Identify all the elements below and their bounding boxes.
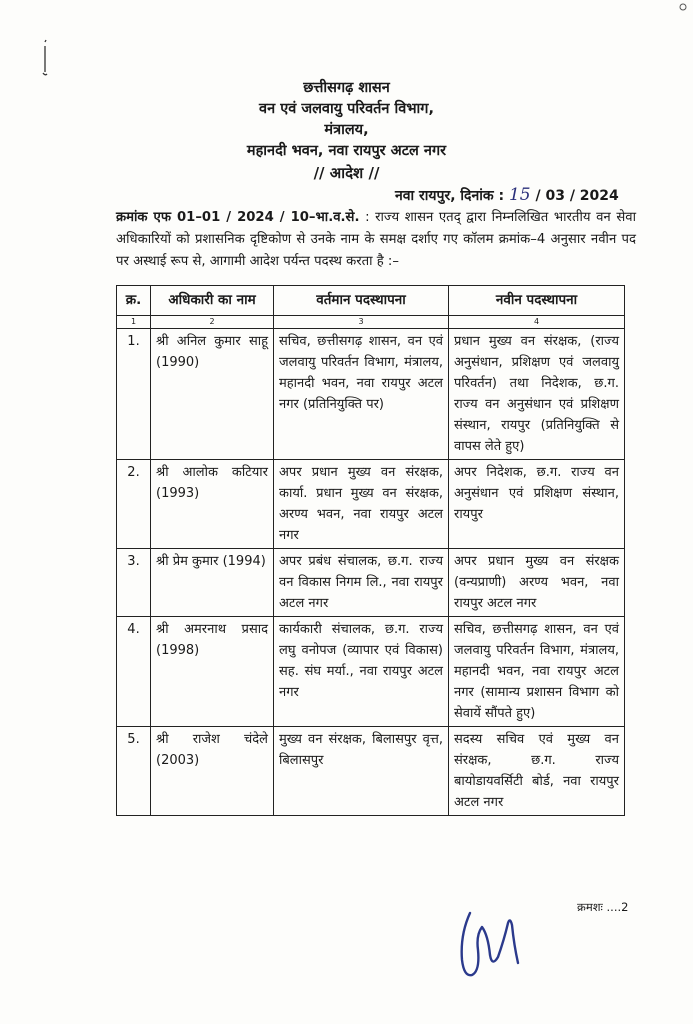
current-posting: सचिव, छत्तीसगढ़ शासन, वन एवं जलवायु परिवर्तन विभाग, मंत्रालय, महानदी भवन, नवा रायपुर अटल नगर (प्रतिनियुक्ति पर) [274, 329, 449, 460]
officer-name: श्री प्रेम कुमार (1994) [151, 549, 274, 617]
signature [452, 905, 532, 985]
row-serial: 5. [117, 727, 151, 816]
table-row [117, 329, 625, 460]
ministry-name: मंत्रालय, [324, 122, 369, 138]
officer-name: श्री अमरनाथ प्रसाद (1998) [151, 617, 274, 727]
date-day-handwritten: 15 [508, 185, 531, 205]
department-name: वन एवं जलवायु परिवर्तन विभाग, [259, 101, 434, 117]
row-serial: 3. [117, 549, 151, 617]
officer-name: श्री आलोक कटियार (1993) [151, 460, 274, 549]
table-row [117, 617, 625, 727]
table-header-row [117, 286, 625, 316]
corner-mark [676, 0, 690, 14]
col-number: 1 [117, 316, 151, 329]
date-suffix: / 03 / 2024 [535, 188, 619, 204]
date-line [395, 185, 619, 205]
current-posting: कार्यकारी संचालक, छ.ग. राज्य लघु वनोपज (व्यापार एवं विकास) सह. संघ मर्या., नवा रायपुर अटल नगर [274, 617, 449, 727]
table-row [117, 727, 625, 816]
new-posting: सचिव, छत्तीसगढ़ शासन, वन एवं जलवायु परिवर्तन विभाग, मंत्रालय, महानदी भवन, नवा रायपुर अटल नगर (सामान्य प्रशासन विभाग को सेवायें सौंपते हुए) [449, 617, 625, 727]
col-header-new: नवीन पदस्थापना [449, 286, 625, 316]
current-posting: मुख्य वन संरक्षक, बिलासपुर वृत्त, बिलासपुर [274, 727, 449, 816]
date-prefix: नवा रायपुर, दिनांक : [395, 188, 505, 204]
order-heading: // आदेश // [313, 164, 380, 182]
table-row [117, 549, 625, 617]
officer-name: श्री राजेश चंदेले (2003) [151, 727, 274, 816]
office-address: महानदी भवन, नवा रायपुर अटल नगर [246, 143, 447, 159]
order-body: : राज्य शासन एतद् द्वारा निम्नलिखित भारतीय वन सेवा अधिकारियों को प्रशासनिक दृष्टिकोण से उनके नाम के समक्ष दर्शाए गए कॉलम क्रमांक–4 अनुसार नवीन पद पर अस्थाई रूप से, आगामी आदेश पर्यन्त पदस्थ करता है :– [116, 210, 636, 269]
col-header-current: वर्तमान पदस्थापना [274, 286, 449, 316]
continued-note: क्रमशः ....2 [577, 900, 629, 914]
row-serial: 4. [117, 617, 151, 727]
order-paragraph [116, 207, 636, 273]
row-serial: 2. [117, 460, 151, 549]
col-number: 3 [274, 316, 449, 329]
posting-table [116, 285, 625, 816]
col-number: 4 [449, 316, 625, 329]
order-reference: क्रमांक एफ 01–01 / 2024 / 10–भा.व.से. [116, 210, 360, 225]
new-posting: अपर निदेशक, छ.ग. राज्य वन अनुसंधान एवं प्रशिक्षण संस्थान, रायपुर [449, 460, 625, 549]
govt-title: छत्तीसगढ़ शासन [303, 80, 390, 96]
column-number-row [117, 316, 625, 329]
table-row [117, 460, 625, 549]
new-posting: सदस्य सचिव एवं मुख्य वन संरक्षक, छ.ग. राज्य बायोडायवर्सिटी बोर्ड, नवा रायपुर अटल नगर [449, 727, 625, 816]
margin-mark [38, 38, 52, 78]
current-posting: अपर प्रधान मुख्य वन संरक्षक, कार्या. प्रधान मुख्य वन संरक्षक, अरण्य भवन, नवा रायपुर अटल नगर [274, 460, 449, 549]
new-posting: प्रधान मुख्य वन संरक्षक, (राज्य अनुसंधान, प्रशिक्षण एवं जलवायु परिवर्तन) तथा निदेशक, छ.ग. राज्य वन अनुसंधान एवं प्रशिक्षण संस्थान, रायपुर (प्रतिनियुक्ति से वापस लेते हुए) [449, 329, 625, 460]
col-header-name: अधिकारी का नाम [151, 286, 274, 316]
current-posting: अपर प्रबंध संचालक, छ.ग. राज्य वन विकास निगम लि., नवा रायपुर अटल नगर [274, 549, 449, 617]
col-header-sr: क्र. [117, 286, 151, 316]
row-serial: 1. [117, 329, 151, 460]
officer-name: श्री अनिल कुमार साहू (1990) [151, 329, 274, 460]
new-posting: अपर प्रधान मुख्य वन संरक्षक (वन्यप्राणी) अरण्य भवन, नवा रायपुर अटल नगर [449, 549, 625, 617]
col-number: 2 [151, 316, 274, 329]
